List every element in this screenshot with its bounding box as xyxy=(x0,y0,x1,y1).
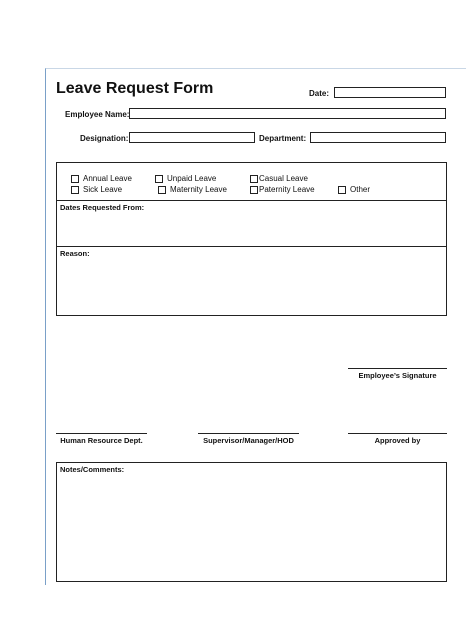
department-field[interactable] xyxy=(310,132,446,143)
notes-label: Notes/Comments: xyxy=(60,465,125,474)
checkbox[interactable] xyxy=(71,186,79,194)
checkbox[interactable] xyxy=(71,175,79,183)
leave-option-other[interactable] xyxy=(338,185,370,194)
employee-signature-label: Employee’s Signature xyxy=(358,371,437,380)
checkbox[interactable] xyxy=(250,186,258,194)
leave-option-annual[interactable] xyxy=(71,174,132,183)
leave-option-paternity[interactable] xyxy=(250,185,315,194)
checkbox[interactable] xyxy=(250,175,258,183)
dates-requested-label: Dates Requested From: xyxy=(60,203,145,212)
leave-option-label: Paternity Leave xyxy=(259,185,315,194)
reason-label: Reason: xyxy=(60,249,90,258)
employee-signature-line[interactable] xyxy=(348,368,447,369)
hr-signature-line[interactable] xyxy=(56,433,147,434)
leave-option-label: Other xyxy=(350,185,371,194)
leave-option-label: Unpaid Leave xyxy=(167,174,217,183)
date-field[interactable] xyxy=(334,87,446,98)
designation-label: Designation: xyxy=(80,134,129,143)
employee-name-label: Employee Name: xyxy=(65,110,130,119)
hr-signature-label: Human Resource Dept. xyxy=(60,436,143,445)
leave-option-label: Maternity Leave xyxy=(170,185,227,194)
employee-name-field[interactable] xyxy=(129,108,446,119)
department-label: Department: xyxy=(259,134,307,143)
leave-option-unpaid[interactable] xyxy=(155,174,216,183)
checkbox[interactable] xyxy=(155,175,163,183)
leave-option-maternity[interactable] xyxy=(158,185,227,194)
checkbox[interactable] xyxy=(338,186,346,194)
supervisor-signature-label: Supervisor/Manager/HOD xyxy=(203,436,294,445)
form-title: Leave Request Form xyxy=(56,80,214,97)
leave-option-label: Annual Leave xyxy=(83,174,132,183)
divider xyxy=(57,200,446,201)
leave-option-label: Casual Leave xyxy=(259,174,308,183)
leave-option-label: Sick Leave xyxy=(83,185,123,194)
divider xyxy=(57,246,446,247)
leave-option-casual[interactable] xyxy=(250,174,308,183)
date-label: Date: xyxy=(309,89,330,98)
supervisor-signature-line[interactable] xyxy=(198,433,299,434)
leave-option-sick[interactable] xyxy=(71,185,122,194)
checkbox[interactable] xyxy=(158,186,166,194)
approved-signature-label: Approved by xyxy=(374,436,421,445)
approved-signature-line[interactable] xyxy=(348,433,447,434)
designation-field[interactable] xyxy=(129,132,255,143)
notes-section[interactable] xyxy=(56,462,447,582)
